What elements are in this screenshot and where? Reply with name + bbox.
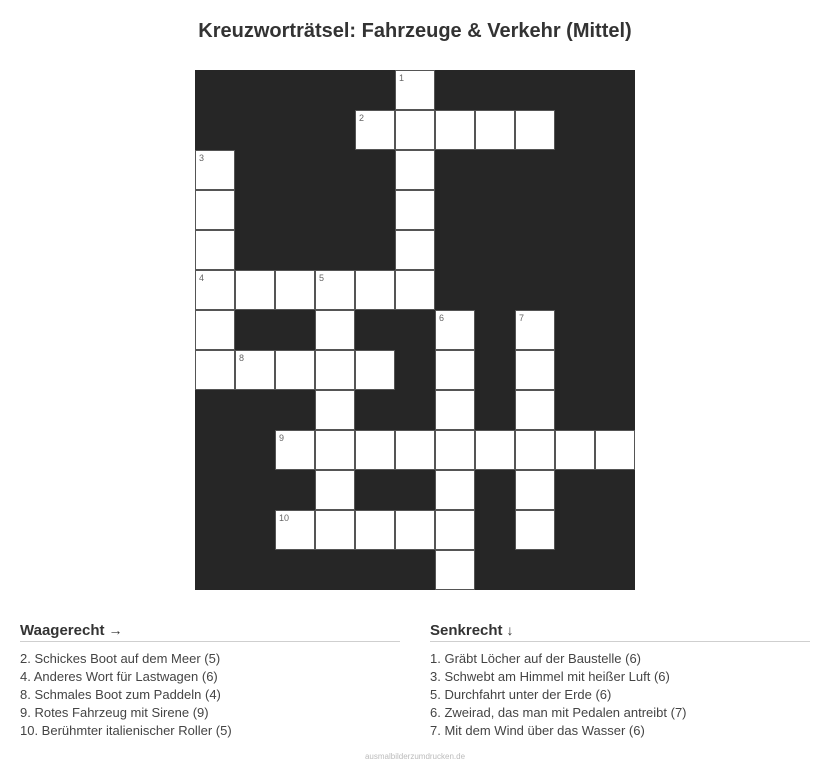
clue-item: 10. Berühmter italienischer Roller (5) bbox=[20, 723, 232, 738]
crossword-cell[interactable] bbox=[395, 230, 435, 270]
arrow-right-icon: → bbox=[108, 622, 123, 638]
crossword-cell[interactable] bbox=[195, 350, 235, 390]
clue-item: 8. Schmales Boot zum Paddeln (4) bbox=[20, 687, 221, 702]
crossword-cell[interactable] bbox=[195, 150, 235, 190]
footer-credit: ausmalbilderzumdrucken.de bbox=[364, 752, 466, 761]
crossword-cell[interactable] bbox=[355, 350, 395, 390]
crossword-cell[interactable] bbox=[435, 550, 475, 590]
crossword-cell[interactable] bbox=[315, 430, 355, 470]
crossword-cell[interactable] bbox=[395, 510, 435, 550]
arrow-down-icon: ↓ bbox=[506, 622, 514, 638]
clue-item: 5. Durchfahrt unter der Erde (6) bbox=[430, 687, 612, 702]
crossword-cell[interactable] bbox=[435, 510, 475, 550]
crossword-cell[interactable] bbox=[395, 150, 435, 190]
crossword-cell[interactable] bbox=[315, 390, 355, 430]
crossword-cell[interactable] bbox=[435, 110, 475, 150]
crossword-cell[interactable] bbox=[275, 270, 315, 310]
crossword-cell[interactable] bbox=[355, 430, 395, 470]
crossword-cell[interactable] bbox=[355, 510, 395, 550]
crossword-cell[interactable] bbox=[275, 350, 315, 390]
crossword-cell[interactable] bbox=[195, 190, 235, 230]
crossword-cell[interactable] bbox=[595, 430, 635, 470]
crossword-cell[interactable] bbox=[395, 70, 435, 110]
cell-number: 3 bbox=[199, 153, 205, 163]
clue-item: 3. Schwebt am Himmel mit heißer Luft (6) bbox=[430, 669, 670, 684]
cell-number: 2 bbox=[359, 113, 365, 123]
crossword-cell[interactable] bbox=[395, 430, 435, 470]
clues-down-list bbox=[430, 650, 810, 740]
crossword-cell[interactable] bbox=[275, 430, 315, 470]
crossword-cell[interactable] bbox=[475, 430, 515, 470]
crossword-cell[interactable] bbox=[395, 110, 435, 150]
crossword-cell[interactable] bbox=[475, 110, 515, 150]
crossword-cell[interactable] bbox=[315, 510, 355, 550]
clue-item: 2. Schickes Boot auf dem Meer (5) bbox=[20, 651, 221, 666]
crossword-cell[interactable] bbox=[395, 190, 435, 230]
cell-number: 4 bbox=[199, 273, 205, 283]
clue-item: 1. Gräbt Löcher auf der Baustelle (6) bbox=[430, 651, 642, 666]
crossword-cell[interactable] bbox=[195, 310, 235, 350]
crossword-cell[interactable] bbox=[515, 350, 555, 390]
crossword-cell[interactable] bbox=[235, 350, 275, 390]
crossword-cell[interactable] bbox=[555, 430, 595, 470]
crossword-cell[interactable] bbox=[435, 310, 475, 350]
crossword-cell[interactable] bbox=[435, 470, 475, 510]
crossword-cell[interactable] bbox=[315, 270, 355, 310]
clues-across-list bbox=[20, 650, 400, 740]
crossword-cell[interactable] bbox=[315, 350, 355, 390]
crossword-cell[interactable] bbox=[275, 510, 315, 550]
clues-across-heading bbox=[20, 621, 400, 642]
clue-item: 6. Zweirad, das man mit Pedalen antreibt (7) bbox=[430, 705, 687, 720]
crossword-cell[interactable] bbox=[355, 110, 395, 150]
page-title: Kreuzworträtsel: Fahrzeuge & Verkehr (Mittel) bbox=[198, 20, 632, 42]
crossword-cell[interactable] bbox=[195, 270, 235, 310]
clues-down-title: Senkrecht bbox=[430, 622, 503, 639]
crossword-cell[interactable] bbox=[235, 270, 275, 310]
crossword-cell[interactable] bbox=[195, 230, 235, 270]
crossword-cell[interactable] bbox=[315, 470, 355, 510]
clue-item: 9. Rotes Fahrzeug mit Sirene (9) bbox=[20, 705, 209, 720]
crossword-cell[interactable] bbox=[515, 110, 555, 150]
crossword-cell[interactable] bbox=[515, 430, 555, 470]
crossword-cell[interactable] bbox=[355, 270, 395, 310]
crossword-cell[interactable] bbox=[515, 310, 555, 350]
crossword-cell[interactable] bbox=[435, 350, 475, 390]
clue-item: 4. Anderes Wort für Lastwagen (6) bbox=[20, 669, 218, 684]
cell-number: 5 bbox=[319, 273, 325, 283]
clue-item: 7. Mit dem Wind über das Wasser (6) bbox=[430, 723, 645, 738]
clues-across-title: Waagerecht bbox=[20, 622, 105, 639]
cell-number: 9 bbox=[279, 433, 285, 443]
crossword-cell[interactable] bbox=[395, 270, 435, 310]
cell-number: 7 bbox=[519, 313, 525, 323]
clues-across bbox=[20, 621, 400, 740]
cell-number: 10 bbox=[279, 513, 290, 523]
cell-number: 6 bbox=[439, 313, 445, 323]
crossword-grid bbox=[195, 70, 635, 590]
cell-number: 8 bbox=[239, 353, 245, 363]
crossword-cell[interactable] bbox=[515, 510, 555, 550]
crossword-cell[interactable] bbox=[515, 390, 555, 430]
crossword-cell[interactable] bbox=[315, 310, 355, 350]
crossword-cell[interactable] bbox=[515, 470, 555, 510]
clues-down-heading bbox=[430, 621, 810, 642]
clues-down bbox=[430, 621, 810, 740]
crossword-cell[interactable] bbox=[435, 390, 475, 430]
crossword-cell[interactable] bbox=[435, 430, 475, 470]
cell-number: 1 bbox=[399, 73, 405, 83]
